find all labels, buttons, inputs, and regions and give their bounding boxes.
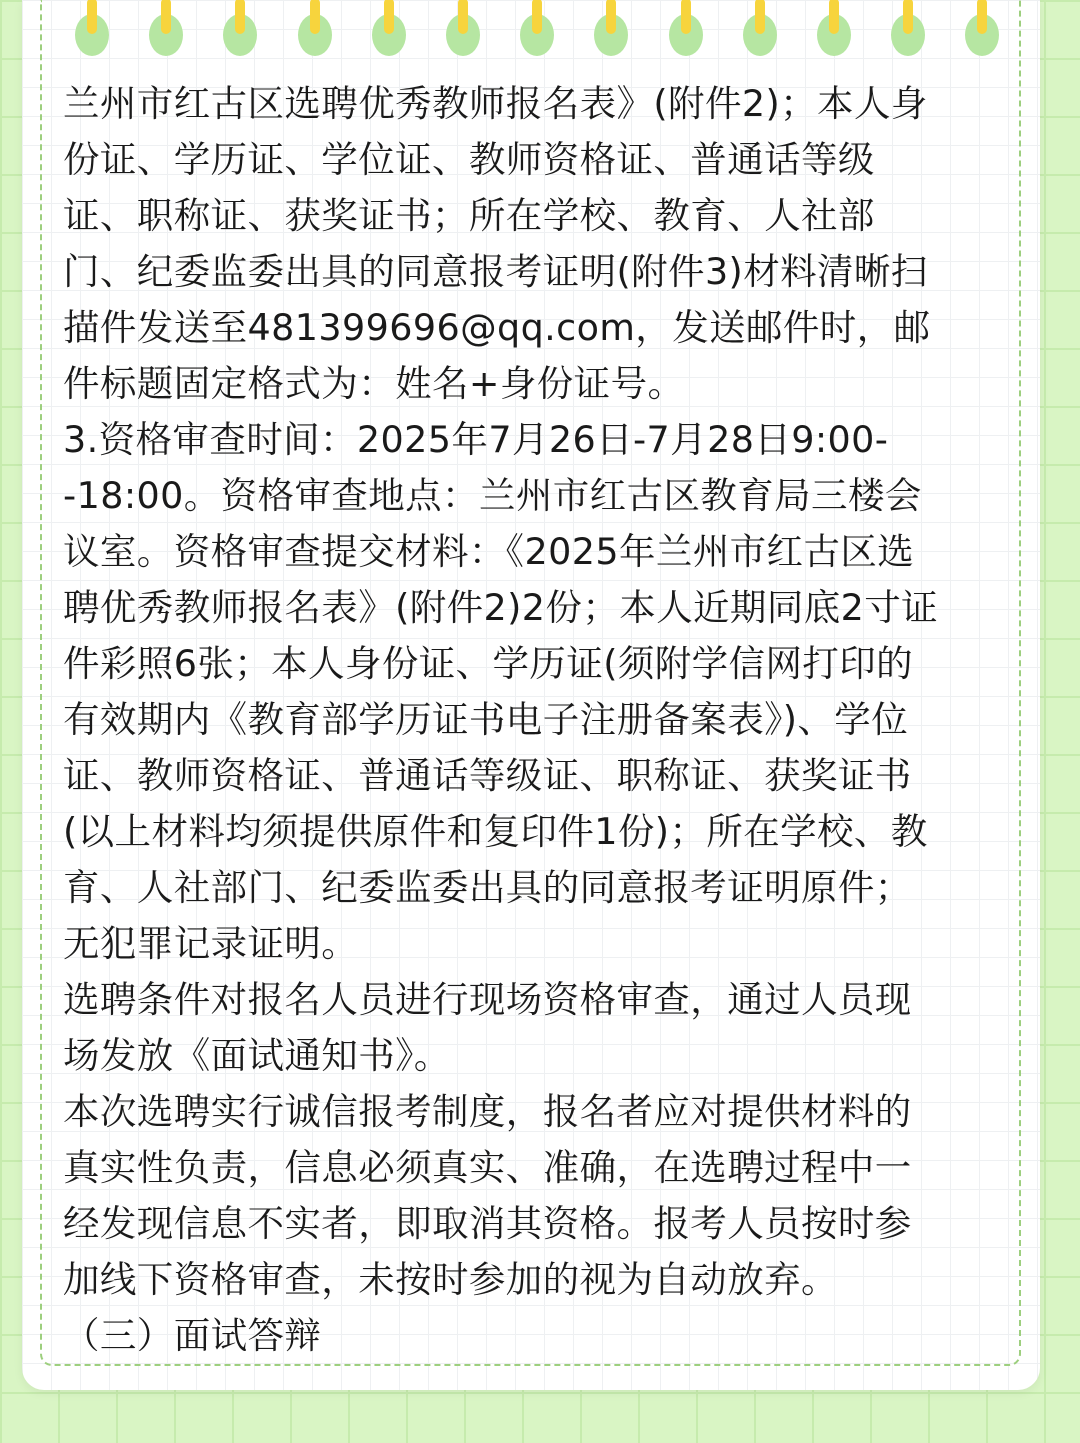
text-line: 描件发送至481399696@qq.com，发送邮件时，邮 bbox=[63, 306, 931, 349]
ring-wire bbox=[755, 0, 765, 34]
binder-ring bbox=[669, 0, 703, 56]
text-line: 3.资格审查时间：2025年7月26日-7月28日9:00- bbox=[63, 418, 889, 461]
ring-wire bbox=[161, 0, 171, 34]
text-line: 加线下资格审查，未按时参加的视为自动放弃。 bbox=[63, 1258, 838, 1301]
document-text bbox=[63, 76, 993, 1364]
text-line: -18:00。资格审查地点：兰州市红古区教育局三楼会 bbox=[63, 474, 922, 517]
text-line: 真实性负责，信息必须真实、准确，在选聘过程中一 bbox=[63, 1146, 912, 1189]
ring-wire bbox=[458, 0, 468, 34]
text-line: 件彩照6张；本人身份证、学历证(须附学信网打印的 bbox=[63, 642, 914, 685]
text-line: 场发放《面试通知书》。 bbox=[63, 1034, 451, 1077]
binder-ring bbox=[446, 0, 480, 56]
ring-wire bbox=[606, 0, 616, 34]
binder-ring bbox=[298, 0, 332, 56]
binder-rings bbox=[0, 0, 1080, 60]
binder-ring bbox=[817, 0, 851, 56]
ring-wire bbox=[87, 0, 97, 34]
ring-wire bbox=[310, 0, 320, 34]
text-line: 门、纪委监委出具的同意报考证明(附件3)材料清晰扫 bbox=[63, 250, 928, 293]
binder-ring bbox=[891, 0, 925, 56]
text-line: 无犯罪记录证明。 bbox=[63, 922, 359, 965]
ring-wire bbox=[903, 0, 913, 34]
binder-ring bbox=[743, 0, 777, 56]
binder-ring bbox=[965, 0, 999, 56]
text-line: 选聘条件对报名人员进行现场资格审查，通过人员现 bbox=[63, 978, 912, 1021]
ring-wire bbox=[829, 0, 839, 34]
text-line: 份证、学历证、学位证、教师资格证、普通话等级 bbox=[63, 138, 875, 181]
ring-wire bbox=[977, 0, 987, 34]
ring-wire bbox=[384, 0, 394, 34]
text-line: 有效期内《教育部学历证书电子注册备案表》)、学位 bbox=[63, 698, 909, 741]
text-line: 证、职称证、获奖证书；所在学校、教育、人社部 bbox=[63, 194, 875, 237]
binder-ring bbox=[75, 0, 109, 56]
binder-ring bbox=[149, 0, 183, 56]
ring-wire bbox=[235, 0, 245, 34]
text-line: 本次选聘实行诚信报考制度，报名者应对提供材料的 bbox=[63, 1090, 912, 1133]
binder-ring bbox=[223, 0, 257, 56]
binder-ring bbox=[594, 0, 628, 56]
text-line: 经发现信息不实者，即取消其资格。报考人员按时参 bbox=[63, 1202, 912, 1245]
ring-wire bbox=[532, 0, 542, 34]
text-line: (以上材料均须提供原件和复印件1份)；所在学校、教 bbox=[63, 810, 928, 853]
text-line: 议室。资格审查提交材料：《2025年兰州市红古区选 bbox=[63, 530, 915, 573]
binder-ring bbox=[372, 0, 406, 56]
text-line: 育、人社部门、纪委监委出具的同意报考证明原件； bbox=[63, 866, 912, 909]
text-line: 聘优秀教师报名表》(附件2)2份；本人近期同底2寸证 bbox=[63, 586, 939, 629]
text-line: （三）面试答辩 bbox=[63, 1314, 322, 1357]
text-line: 兰州市红古区选聘优秀教师报名表》(附件2)；本人身 bbox=[63, 82, 928, 125]
text-line: 证、教师资格证、普通话等级证、职称证、获奖证书 bbox=[63, 754, 912, 797]
text-line: 件标题固定格式为：姓名+身份证号。 bbox=[63, 362, 685, 405]
ring-wire bbox=[681, 0, 691, 34]
binder-ring bbox=[520, 0, 554, 56]
